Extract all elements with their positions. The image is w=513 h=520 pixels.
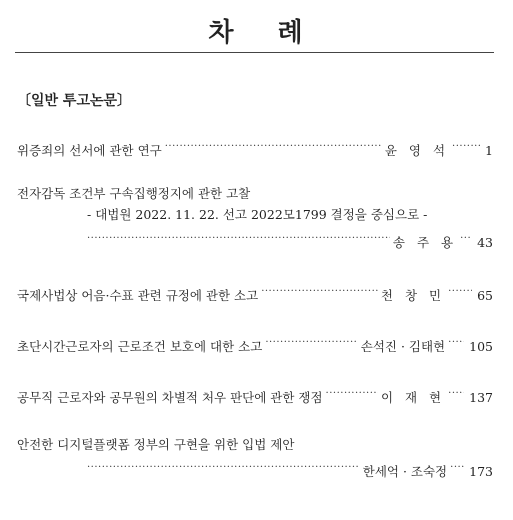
toc-entry-leader-line	[87, 458, 493, 479]
toc-entry-author: 천 창 민	[380, 288, 446, 303]
toc-entry-page: 105	[469, 339, 493, 354]
toc-entry-title: 안전한 디지털플랫폼 정부의 구현을 위한 입법 제안	[17, 437, 295, 452]
dot-leader	[87, 458, 360, 476]
page-title-char-2: 례	[277, 18, 305, 48]
toc-entry[interactable]	[17, 333, 493, 354]
toc-entry-title: 전자감독 조건부 구속집행정지에 관한 고찰	[17, 186, 251, 201]
page-title	[0, 12, 513, 49]
dot-leader	[326, 384, 378, 402]
section-heading: 〔일반 투고논문〕	[17, 93, 132, 109]
toc-entry[interactable]	[17, 137, 493, 158]
toc-entry-page: 1	[485, 143, 493, 158]
title-divider	[15, 52, 494, 53]
dot-leader	[450, 458, 464, 476]
toc-entry[interactable]	[17, 436, 493, 454]
toc-entry[interactable]	[17, 384, 493, 405]
dot-leader	[165, 137, 382, 155]
dot-leader	[87, 229, 390, 247]
toc-entry-title: 위증죄의 선서에 관한 연구	[17, 143, 162, 158]
toc-entry-title: 초단시간근로자의 근로조건 보호에 대한 소고	[17, 339, 263, 354]
toc-entry-leader-line	[87, 229, 493, 250]
toc-entry-page: 137	[469, 390, 493, 405]
toc-entry-author: 이 재 현	[380, 390, 446, 405]
dot-leader	[261, 282, 378, 300]
toc-entry-author: 송 주 용	[392, 235, 458, 250]
toc-entry-author: 한세억 · 조숙정	[362, 464, 448, 479]
dot-leader	[448, 282, 472, 300]
toc-entry-subtitle: - 대법원 2022. 11. 22. 선고 2022모1799 결정을 중심으로 -	[87, 207, 428, 222]
toc-entry-author: 손석진 · 김태현	[360, 339, 446, 354]
toc-entry-title: 국제사법상 어음·수표 관련 규정에 관한 소고	[17, 288, 259, 303]
toc-entry[interactable]	[17, 185, 493, 203]
dot-leader	[460, 229, 472, 247]
dot-leader	[452, 137, 480, 155]
toc-entry-page: 173	[469, 464, 493, 479]
toc-entry-page: 43	[477, 235, 493, 250]
dot-leader	[448, 384, 464, 402]
toc-entry[interactable]	[17, 282, 493, 303]
toc-entry-title: 공무직 근로자와 공무원의 차별적 처우 판단에 관한 쟁점	[17, 390, 323, 405]
dot-leader	[265, 333, 357, 351]
page-title-char-1: 차	[208, 18, 236, 48]
dot-leader	[448, 333, 464, 351]
toc-entry-page: 65	[477, 288, 493, 303]
toc-entry-author: 윤 영 석	[384, 143, 450, 158]
